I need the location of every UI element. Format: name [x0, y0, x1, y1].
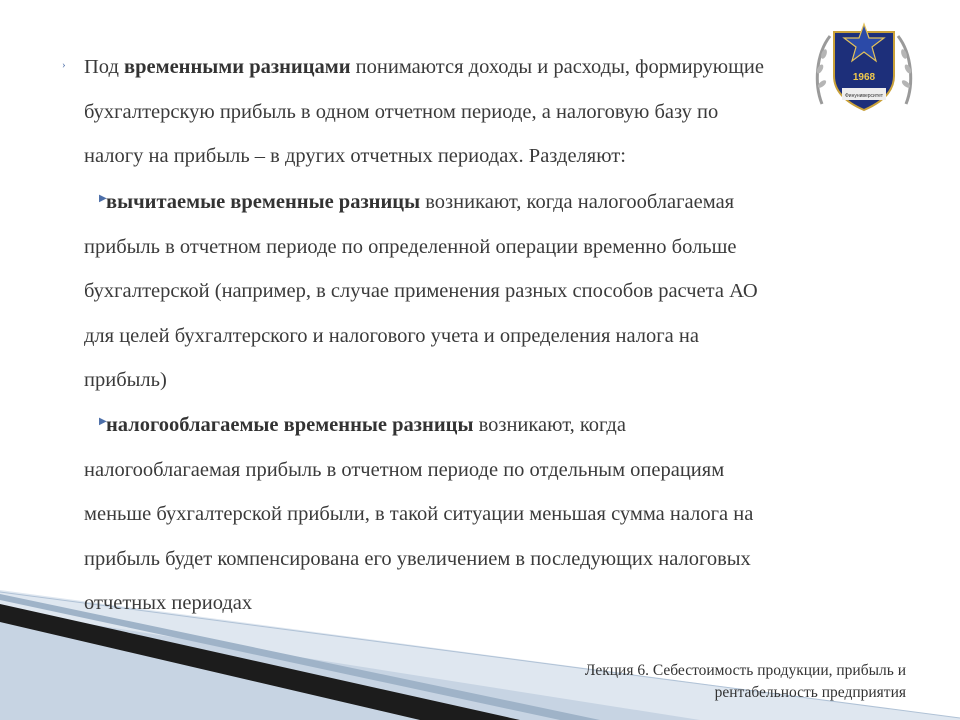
sub2-line3: меньше бухгалтерской прибыли, в такой ситуации меньшая сумма налога на	[84, 503, 754, 525]
p1-line2: бухгалтерскую прибыль в одном отчетном периоде, а налоговую базу по	[84, 100, 719, 123]
sub1-line4: для целей бухгалтерского и налогового учета и определения налога на	[84, 324, 699, 347]
sub2-text-rest: возникают, когда	[473, 414, 626, 436]
sub1-line3: бухгалтерской (например, в случае применения разных способов расчета АО	[84, 280, 758, 302]
sub-bullet-icon: ▶	[99, 416, 107, 427]
footer-line2: рентабельность предприятия	[714, 684, 906, 701]
sub1-term: вычитаемые временные разницы	[106, 191, 421, 213]
paragraph-taxable-differences	[84, 403, 874, 626]
sub2-term: налогооблагаемые временные разницы	[106, 414, 474, 436]
sub1-line5: прибыль)	[84, 369, 167, 391]
emblem-caption: Финуниверситет	[844, 93, 884, 99]
emblem-year: 1968	[852, 72, 876, 83]
p1-text-rest: понимаются доходы и расходы, формирующие	[350, 56, 764, 78]
sub2-line4: прибыль будет компенсирована его увеличением в последующих налоговых	[84, 547, 751, 570]
bullet-icon: ›	[62, 59, 66, 71]
footer-line1: Лекция 6. Себестоимость продукции, прибыль и	[584, 662, 906, 679]
sub2-line5: отчетных периодах	[84, 592, 253, 614]
sub1-text-rest: возникают, когда налогооблагаемая	[420, 191, 735, 213]
p1-text-start: Под	[84, 56, 125, 78]
p1-line3: налогу на прибыль – в других отчетных периодах. Разделяют:	[84, 145, 626, 167]
paragraph-temporary-differences	[84, 45, 844, 179]
paragraph-deductible-differences	[84, 180, 874, 403]
sub1-line2: прибыль в отчетном периоде по определенной операции временно больше	[84, 235, 737, 258]
sub2-line2: налогооблагаемая прибыль в отчетном периоде по отдельным операциям	[84, 458, 725, 481]
p1-term: временными разницами	[124, 56, 351, 78]
slide-footer	[486, 660, 906, 704]
sub-bullet-icon: ▶	[99, 193, 107, 204]
